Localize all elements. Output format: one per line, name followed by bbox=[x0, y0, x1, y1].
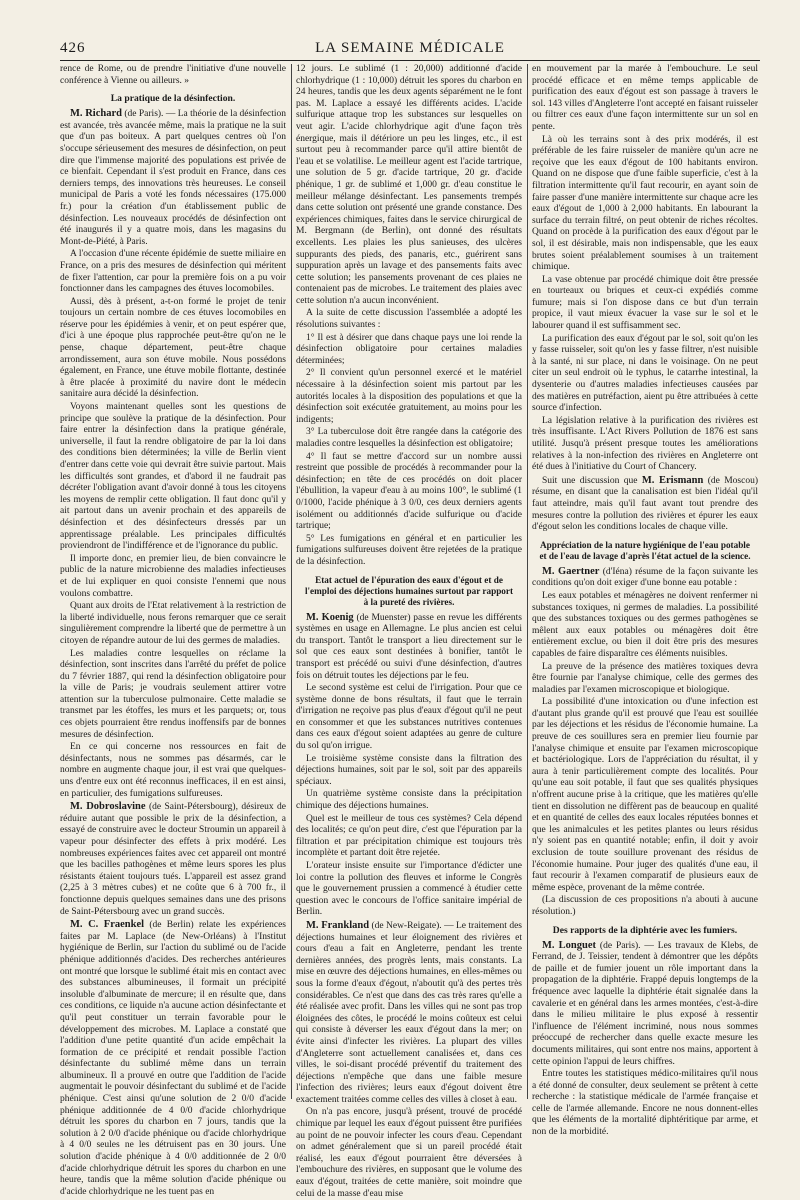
paragraph: L'orateur insiste ensuite sur l'importance d'édicter une loi contre la pollution des fleuves et informe le Congrès que le gouvernement prussien a commencé à étudier cette question avec le concours de l'office sanitaire impérial de Berlin. bbox=[296, 861, 522, 918]
paragraph-text: (de Berlin) relate les expériences faites par M. Laplace (de New-Orléans) à l'Institut hygiénique de Berlin, sur l'action du sublimé ou de l'acide phénique additionnés d'acides. Des recherches antérieures ont montré que lorsque le sublimé était mis en contact avec des substances albumineuses, il formait un précipité insoluble d'albuminate de mercure; il en résulte que, dans ces conditions, ce liquide n'a aucune action désinfectante et qu'il peut constituer un terrain favorable pour le développement des microbes. M. Laplace a constaté que l'addition d'une petite quantité d'un acide empêchait la formation de ce précipité et rendait possible l'action désinfectante du sublimé même dans un terrain albumineux. Il a prouvé en outre que l'addition de l'acide augmentait le pouvoir désinfectant du sublimé et de l'acide phénique. C'est ainsi qu'une solution de 2 0/0 d'acide phénique additionnée de 4 0/0 d'acide chlorhydrique détruit les spores du charbon en 7 jours, tandis que la solution à 2 0/0 d'acide phénique ou d'acide chlorhydrique à 4 0/0 seules ne les détruisent pas en 30 jours. Une solution d'acide phénique à 4 0/0 additionnée de 2 0/0 d'acide chlorhydrique détruit les spores du charbon en une heure, tandis que la même solution d'acide phénique ou d'acide chlorhydrique ne les tuent pas en bbox=[60, 920, 286, 1197]
column-1 bbox=[60, 64, 286, 1197]
paragraph: En ce qui concerne nos ressources en fait de désinfectants, nous ne sommes pas désarmés, car le nombre en augmente chaque jour, il est vrai que quelques-uns d'entre eux ont été reconnus inefficaces, il en est ainsi, en particulier, des fumigations sulfureuses. bbox=[60, 742, 286, 799]
paragraph-text: (de Paris). — Les travaux de Klebs, de Ferrand, de J. Teissier, tendent à démontrer que les dépôts de paille et de fumier jouent un rôle important dans la propagation de la diphtérie. Frappé depuis longtemps de la fréquence avec laquelle la diphtérie était signalée dans la cavalerie et en général dans les armes montées, c'est-à-dire dans le milieu militaire le plus exposé à ressentir l'influence de l'élément incriminé, nous nous sommes préoccupé de rechercher dans quelle exacte mesure les documents militaires, qui sont entre nos mains, apportent à cette opinion l'appui de leurs chiffres. bbox=[532, 940, 759, 1067]
author-name: M. Koenig bbox=[306, 611, 354, 623]
header-rule bbox=[60, 60, 760, 61]
paragraph: (La discussion de ces propositions n'a abouti à aucune résolution.) bbox=[532, 895, 758, 917]
paragraph-text: (de New-Reigate). — Le traitement des déjections humaines et leur éloignement des rivières et cours d'eau a fait en Angleterre, pendant les trente dernières années, des progrès lents, mais constants. La mise en œuvre des déjections humaines, en elles-mêmes ou sous la forme d'eaux d'égout, n'aboutit qu'à des pertes très considérables. Ce n'est que dans des cas très rares qu'elle a été réalisée avec profit. Dans les villes qui ne sont pas trop éloignées des côtes, le procédé le moins coûteux est celui qui consiste à déverser les eaux d'égout dans la mer; on évite ainsi d'infecter les rivières. La plupart des villes d'Angleterre sont actuellement canalisées et, dans ces villes, le soi-disant procédé préventif du traitement des déjections n'empêche que dans une faible mesure l'infection des rivières; leurs eaux d'égout doivent être exactement traitées comme celles des villes à closet à eau. bbox=[296, 920, 522, 1105]
paragraph-text: (de Paris). — La théorie de la désinfection est avancée, très avancée même, mais la pratique ne la suit que d'un pas boiteux. A part quelques centres où l'on s'occupe sérieusement des mesures de désinfection, on peut dire que l'immense majorité des populations est privée de ce bienfait. Cependant il s'est produit en France, dans ces derniers temps, des innovations très heureuses. Le conseil municipal de Paris a voté les fonds nécessaires (175.000 fr.) pour la création d'un établissement public de désinfection. Les nouveaux procédés de désinfection ont été inaugurés il y a quatre mois, dans les magasins du Mont-de-Piété, à Paris. bbox=[60, 109, 286, 247]
paragraph bbox=[60, 801, 286, 918]
column-2 bbox=[296, 64, 522, 1199]
resolution-item: 5° Les fumigations en général et en particulier les fumigations sulfureuses doivent être rejetées de la pratique de la désinfection. bbox=[296, 533, 522, 567]
paragraph: La législation relative à la purification des rivières est très insuffisante. L'Act Rivers Pollution de 1876 est sans utilité. Jusqu'à présent presque toutes les améliorations relatives à la non-infection des rivières en Angleterre ont été dues à l'initiative du Court of Chancery. bbox=[532, 415, 758, 473]
column-3 bbox=[532, 64, 759, 1138]
paragraph: La purification des eaux d'égout par le sol, soit qu'on les y fasse ruisseler, soit qu'on les y fasse filtrer, n'est nuisible à la santé, ni sur place, ni dans le voisinage. On ne peut citer un seul endroit où le typhus, le catarrhe intestinal, la dysenterie ou d'autres maladies infectieuses causées par des matières en putréfaction, aient pu être attribuées à cette source d'infection. bbox=[532, 333, 758, 414]
paragraph bbox=[60, 108, 286, 248]
paragraph: Le second système est celui de l'irrigation. Pour que ce système donne de bons résultats, il faut que le terrain d'irrigation ne reçoive pas plus d'eaux d'égout qu'il ne peut en consommer et que les substances nutritives contenues dans ces eaux d'égout soient adaptées au genre de culture du sol qu'on irrigue. bbox=[296, 683, 522, 752]
paragraph: A la suite de cette discussion l'assemblée a adopté les résolutions suivantes : bbox=[296, 308, 522, 331]
section-heading: Etat actuel de l'épuration des eaux d'égout et de l'emploi des déjections humaines surtout par rapport à la pureté des rivières. bbox=[304, 574, 514, 607]
paragraph: Quel est le meilleur de tous ces systèmes? Cela dépend des localités; ce qu'on peut dire, c'est que l'épuration par la filtration et par précipitation chimique est toujours très incomplète et partant doit être rejetée. bbox=[296, 813, 522, 859]
section-heading: La pratique de la désinfection. bbox=[110, 93, 236, 105]
author-name: M. C. Fraenkel bbox=[70, 919, 145, 931]
column-divider bbox=[527, 64, 528, 1099]
paragraph-text: Suit une discussion que bbox=[542, 475, 642, 486]
resolution-item: 3° La tuberculose doit être rangée dans la catégorie des maladies contre lesquelles la désinfection est obligatoire; bbox=[296, 427, 522, 449]
section-heading: Des rapports de la diphtérie avec les fumiers. bbox=[552, 924, 738, 936]
paragraph: rence de Rome, ou de prendre l'initiative d'une nouvelle conférence à Vienne ou ailleurs. » bbox=[60, 64, 286, 86]
resolution-item: 2° Il convient qu'un personnel exercé et le matériel nécessaire à la désinfection soient mis partout par les autorités locales à la disposition des populations et que la désinfection soit exécutée gratuitement, au moins pour les indigents; bbox=[296, 368, 522, 425]
resolution-item: 4° Il faut se mettre d'accord sur un nombre aussi restreint que possible de procédés à recommander pour la désinfection; en tête de ces procédés on doit placer l'ébullition, la vapeur d'eau à au moins 100°, le sublimé (1 0/1000, l'acide phénique à 3 0/0, ces deux derniers agents isolément ou additionnés d'acide sulfurique ou d'acide tartrique; bbox=[296, 451, 522, 532]
author-name: M. Frankland bbox=[306, 919, 370, 931]
paragraph: Aussi, dès à présent, a-t-on formé le projet de tenir toujours un certain nombre de ces étuves locomobiles en réserve pour les épidémies à venir, et on peut espérer que, d'ici à une époque plus rapprochée peut-être qu'on ne le pense, chaque département, peut-être chaque arrondissement, aura son étuve mobile. Nous possédons également, en France, une étuve mobile flottante, destinée à être placée à proximité du navire dont le médecin sanitaire aura décidé la désinfection. bbox=[60, 296, 286, 400]
paragraph: La possibilité d'une intoxication ou d'une infection est d'autant plus grande qu'il est prouvé que l'eau est souillée par les déjections et les résidus de l'économie humaine. La preuve de ces souillures sera en premier lieu fournie par l'analyse chimique et ensuite par l'examen microscopique et bactériologique. Lors de l'appréciation du résultat, il y aura à tenir particulièrement compte des localités. Pour qu'une eau soit potable, il faut que ses qualités physiques n'offrent aucune prise à la critique, que les matières qu'elle tient en dissolution ne diffèrent pas de beaucoup en qualité et en quantité de celles des eaux locales réputées bonnes et que les animalcules et les petites plantes ou leurs résidus n'y soient pas en quantité notable; enfin, il doit y avoir exclusion de toute souillure provenant des résidus de l'économie humaine. Pour juger des qualités d'une eau, il faut recourir à l'examen comparatif de plusieurs eaux de même espèce, provenant de la même contrée. bbox=[532, 697, 758, 893]
paragraph: Il importe donc, en premier lieu, de bien convaincre le public de la nature microbienne des maladies infectieuses et de lui expliquer en quoi consiste l'ennemi que nous voulons combattre. bbox=[60, 553, 286, 599]
author-name: M. Erismann bbox=[641, 474, 704, 486]
paragraph bbox=[532, 566, 758, 590]
column-divider bbox=[291, 64, 292, 1099]
paragraph: Les eaux potables et ménagères ne doivent renfermer ni substances toxiques, ni germes de maladies. La possibilité que des substances toxiques ou des germes pathogènes se mêlent aux eaux potables ou ménagères doit être entièrement exclue, ou bien il doit être pris des mesures capables de faire disparaître ces éléments nuisibles. bbox=[532, 590, 758, 659]
paragraph bbox=[296, 612, 522, 683]
paragraph: La preuve de la présence des matières toxiques devra être fournie par l'analyse chimique, celle des germes des maladies par l'examen microscopique et biologique. bbox=[532, 661, 758, 695]
resolution-item: 1° Il est à désirer que dans chaque pays une loi rende la désinfection obligatoire pour certaines maladies déterminées; bbox=[296, 332, 522, 366]
author-name: M. Richard bbox=[70, 108, 122, 120]
author-name: M. Gaertner bbox=[542, 565, 600, 577]
paragraph: Entre toutes les statistiques médico-militaires qu'il nous a été donné de consulter, deux seulement se prêtent à cette recherche : la statistique médicale de l'armée française et celle de l'armée allemande. Encore ne nous donnent-elles que les éléments de la mortalité diphtéritique par arme, et non de la morbidité. bbox=[532, 1069, 758, 1138]
paragraph: La vase obtenue par procédé chimique doit être pressée en tourteaux ou briques et ceux-ci expédiés comme fumure; mais si l'on dispose dans ce but d'un terrain propice, il vaut mieux évacuer la vase sur le sol et le labourer quand il est suffisamment sec. bbox=[532, 274, 758, 332]
author-name: M. Longuet bbox=[542, 939, 597, 951]
paragraph bbox=[532, 940, 758, 1069]
paragraph-text: (d'Iéna) résume de la façon suivante les conditions qu'on doit exiger d'une bonne eau potable : bbox=[532, 566, 758, 589]
paragraph bbox=[60, 919, 286, 1198]
paragraph: Voyons maintenant quelles sont les questions de principe que soulève la pratique de la désinfection. Pour faire entrer la désinfection dans la pratique générale, universelle, il faut la rendre obligatoire de par la loi dans des conditions bien déterminées; la ville de Berlin vient d'entrer dans cette voie qui devrait être suivie partout. Mais les difficultés sont grandes, et d'abord il ne faudrait pas décréter l'obligation avant d'avoir donné à tous les citoyens les moyens de remplir cette obligation. Il faut donc qu'il y ait partout dans un avenir prochain et des appareils de désinfection et des désinfecteurs dressés par un apprentissage préalable. Les principales difficultés proviendront de l'indifférence et de l'ignorance du public. bbox=[60, 402, 286, 552]
paragraph-text: (de Saint-Pétersbourg), désireux de réduire autant que possible le prix de la désinfection, a essayé de construire avec le docteur Stroumin un appareil à vapeur pour désinfecter des effets à prix modéré. Les nombreuses expériences faites avec cet appareil ont montré que les bacilles pathogènes et même leurs spores les plus résistants étaient toujours tués. L'appareil est assez grand (2,25 à 3 mètres cubes) et ne coûte que 6 à 700 fr., il fonctionne depuis quelques semaines dans une des prisons de Saint-Pétersbourg avec un grand succès. bbox=[60, 802, 286, 917]
paragraph-text: (de Moscou) résume, en disant que la canalisation est bien l'idéal qu'il faut atteindre, mais qu'il faut avant tout prendre des mesures contre la pollution des rivières et épurer les eaux d'égout selon les conditions locales de chaque ville. bbox=[532, 475, 758, 533]
page-number: 426 bbox=[60, 40, 86, 56]
paragraph: Les maladies contre lesquelles on réclame la désinfection, sont inscrites dans l'arrêté du préfet de police du 7 février 1887, qui rend la désinfection obligatoire pour la ville de Paris; je voudrais seulement attirer votre attention sur la tuberculose pulmonaire. Cette maladie se transmet par les étoffes, les murs et les parquets; or, tous ces objets pourraient être rendus inoffensifs par de bonnes mesures de désinfection. bbox=[60, 648, 286, 740]
paragraph: On n'a pas encore, jusqu'à présent, trouvé de procédé chimique par lequel les eaux d'égout puissent être purifiées au point de ne pouvoir infecter les cours d'eau. Cependant on admet généralement que si un pareil procédé était réalisé, les eaux d'égout pourraient être déversées à l'embouchure des rivières, en supposant que le volume des eaux d'égout, traitées de cette manière, soit moindre que celui de la masse d'eau mise bbox=[296, 1107, 522, 1199]
journal-title: LA SEMAINE MÉDICALE bbox=[315, 40, 505, 56]
paragraph: 12 jours. Le sublimé (1 : 20,000) additionné d'acide chlorhydrique (1 : 10,000) détruit les spores du charbon en 24 heures, tandis que les deux agents séparément ne le font pas. M. Laplace a essayé les différents acides. L'acide sulfurique attaque trop les substances sur lesquelles on veut agir. L'acide chlorhydrique agit d'une façon très énergique, mais il détériore un peu les linges, etc., il est surtout peu à recommander parce qu'il attire bientôt de l'eau et se volatilise. Le meilleur agent est l'acide tartrique, une solution de 5 gr. d'acide tartrique, 20 gr. d'acide phénique, 1 gr. de sublimé et 1,000 gr. d'eau constitue le meilleur mélange désinfectant. Les pansements trempés dans cette solution ont présenté une grande constance. Des expériences chimiques, faites dans le service chirurgical de M. Bergmann (de Berlin), ont donné des résultats excellents. Les plaies les plus sanieuses, des ulcères suppurants des pieds, des panaris, etc., guérirent sans suppuration après un lavage et des pansements faits avec cette solution; les pansements provenant de ces plaies ne contenaient pas de microbes. Le traitement des plaies avec cette solution n'a aucun inconvénient. bbox=[296, 64, 522, 306]
paragraph: Là où les terrains sont à des prix modérés, il est préférable de les faire ruisseler de manière qu'un acre ne reçoive que les eaux d'égout de 100 habitants environ. Quand on ne dispose que d'une faible superficie, c'est à la filtration intermittente qu'il faut recourir, en ayant soin de faire passer d'une manière intermittente sur chaque acre les eaux d'égout de 1,000 à 2,000 habitants. En labourant la surface du terrain filtré, on peut obtenir de riches récoltes. Quand on procède à la purification des eaux d'égout par le sol, il est désirable, mais non indispensable, que les eaux brutes soient préalablement soumises à un traitement chimique. bbox=[532, 134, 758, 273]
section-heading: Appréciation de la nature hygiénique de l'eau potable et de l'eau de lavage d'après l'état actuel de la science. bbox=[539, 539, 751, 561]
paragraph bbox=[296, 920, 522, 1107]
paragraph: Quant aux droits de l'Etat relativement à la restriction de la liberté individuelle, nous ferons remarquer que ce serait singulièrement comprendre la liberté que de permettre à un citoyen de répandre autour de lui des germes de maladies. bbox=[60, 601, 286, 646]
page-header bbox=[60, 40, 760, 58]
paragraph: en mouvement par la marée à l'embouchure. Le seul procédé efficace et en même temps applicable de purification des eaux d'égout est son passage à travers le sol. 143 villes d'Angleterre l'ont accepté en faisant ruisseler ou filtrer ces eaux d'une façon intermittente sur un sol en pente. bbox=[532, 64, 758, 132]
paragraph: Un quatrième système consiste dans la précipitation chimique des déjections humaines. bbox=[296, 789, 522, 812]
paragraph: Le troisième système consiste dans la filtration des déjections humaines, soit par le sol, soit par des appareils spéciaux. bbox=[296, 753, 522, 787]
paragraph: A l'occasion d'une récente épidémie de suette miliaire en France, on a pris des mesures de désinfection qui méritent de fixer l'attention, car pour la première fois on a pu voir fonctionner dans les campagnes des étuves locomobiles. bbox=[60, 249, 286, 295]
paragraph-text: (de Muenster) passe en revue les différents systèmes en usage en Allemagne. Le plus ancien est celui du transport. Tantôt le transport a lieu directement sur le sol que ces eaux sont destinées à bonifier, tantôt le transport est précédé ou suivi d'une désinfection, d'autres fois on détruit toutes les déjections par le feu. bbox=[296, 612, 522, 681]
paragraph bbox=[532, 475, 758, 534]
author-name: M. Dobroslavine bbox=[70, 801, 146, 813]
